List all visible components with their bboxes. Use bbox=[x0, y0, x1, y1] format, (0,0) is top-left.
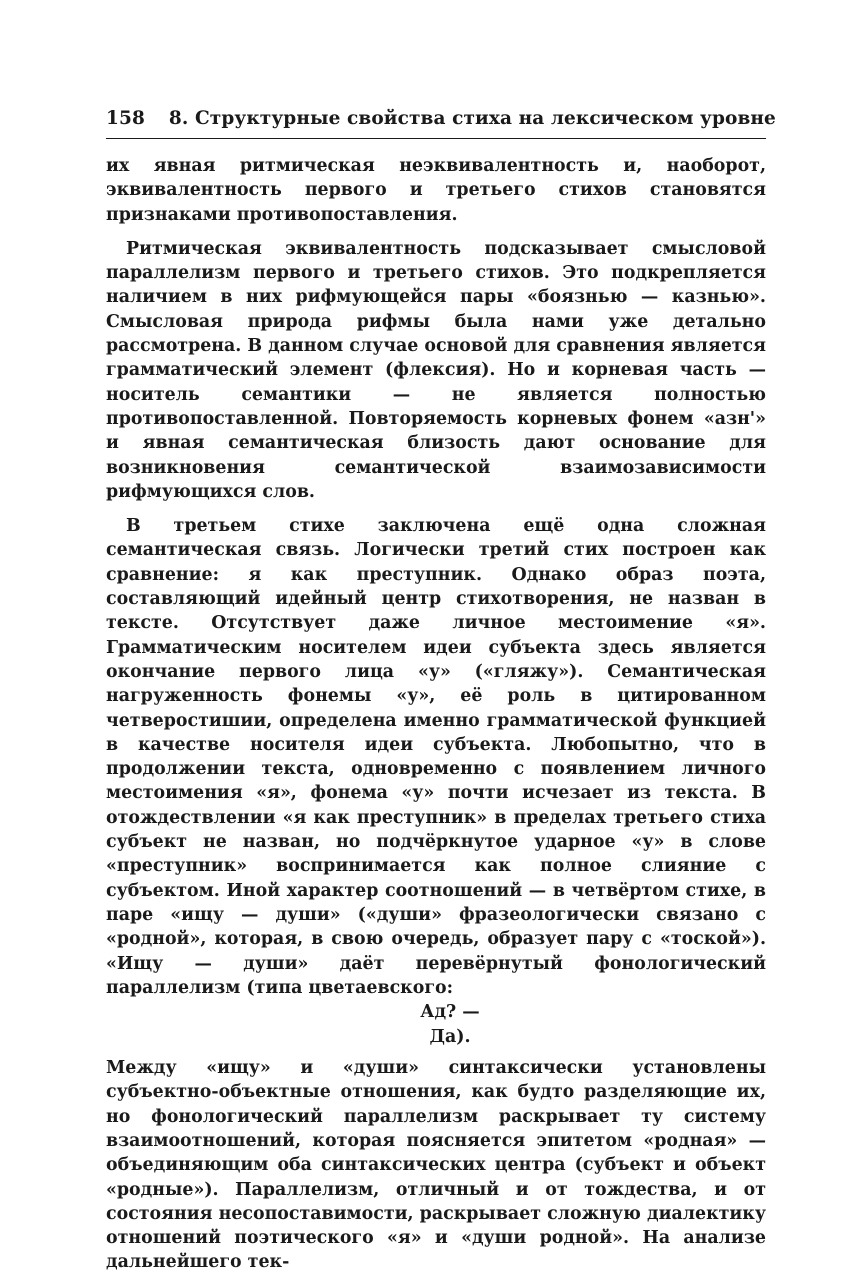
paragraph-1: их явная ритмическая неэквивалентность и, наоборот, эквивалентность первого и третьего стихов становятся признаками противопоставления. bbox=[106, 156, 766, 225]
verse-line-2: Да). bbox=[429, 1027, 471, 1048]
page-number: 158 bbox=[106, 108, 145, 129]
verse-quote bbox=[106, 1000, 766, 1050]
paragraph-2: Ритмическая эквивалентность подсказывает смысловой параллелизм первого и третьего стихов. Это подкрепляется наличием в них рифмующейся пары «боязнью — казнью». Смысловая природа рифмы была нами уже детально рассмотрена. В данном случае основой для сравнения является грамматический элемент (флексия). Но и корневая часть — носитель семантики — не является полностью противопоставленной. Повторяемость корневых фонем «азн'» и явная семантическая близость дают основание для возникновения семантической взаимозависимости рифмующихся слов. bbox=[106, 238, 766, 502]
body-text bbox=[106, 154, 766, 1275]
running-head bbox=[106, 108, 776, 139]
book-page bbox=[106, 108, 776, 1285]
chapter-title: 8. Структурные свойства стиха на лексическом уровне bbox=[168, 108, 776, 129]
verse-line-1: Ад? — bbox=[420, 1002, 480, 1023]
paragraph-3: В третьем стихе заключена ещё одна сложная семантическая связь. Логически третий стих построен как сравнение: я как преступник. Однако образ поэта, составляющий идейный центр стихотворения, не назван в тексте. Отсутствует даже личное местоимение «я». Грамматическим носителем идеи субъекта здесь является окончание первого лица «у» («гляжу»). Семантическая нагруженность фонемы «у», её роль в цитированном четверостишии, определена именно грамматической функцией в качестве носителя идеи субъекта. Любопытно, что в продолжении текста, одновременно с появлением личного местоимения «я», фонема «у» почти исчезает из текста. В отождествлении «я как преступник» в пределах третьего стиха субъект не назван, но подчёркнутое ударное «у» в слове «преступник» воспринимается как полное слияние с субъектом. Иной характер соотношений — в четвёртом стихе, в паре «ищу — души» («души» фразеологически связано с «родной», которая, в свою очередь, образует пару с «тоской»). «Ищу — души» даёт перевёрнутый фонологический параллелизм (типа цветаевского: bbox=[106, 516, 766, 998]
paragraph-4: Между «ищу» и «души» синтаксически установлены субъектно-объектные отношения, как будто разделяющие их, но фонологический параллелизм раскрывает ту систему взаимоотношений, которая поясняется эпитетом «родная» — объединяющим оба синтаксических центра (субъект и объект «родные»). Параллелизм, отличный и от тождества, и от состояния несопоставимости, раскрывает сложную диалектику отношений поэтического «я» и «души родной». На анализе дальнейшего тек- bbox=[106, 1058, 766, 1273]
